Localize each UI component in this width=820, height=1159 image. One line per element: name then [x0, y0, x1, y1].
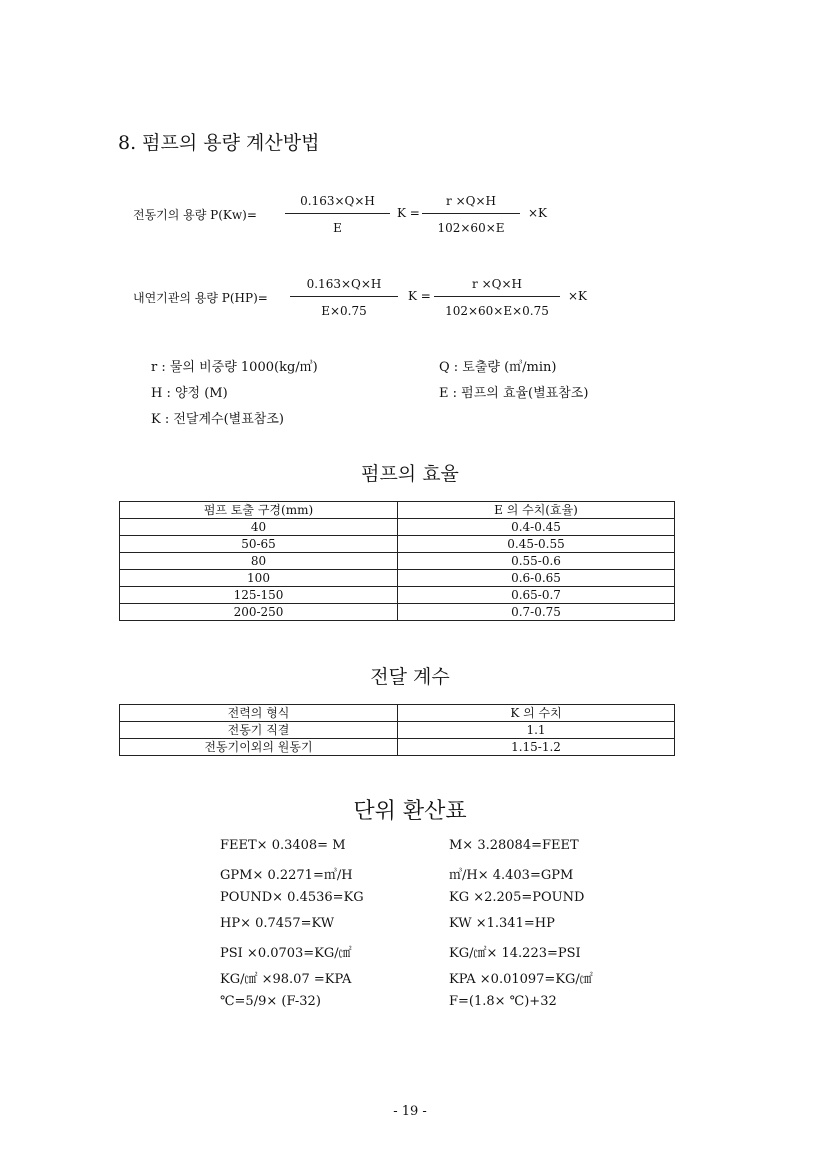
- conversion-item: M× 3.28084=FEET: [449, 838, 579, 853]
- efficiency-table: [119, 501, 675, 621]
- table-cell: 125-150: [120, 587, 398, 604]
- table-row: [120, 570, 675, 587]
- legend-h: H : 양정 (M): [151, 386, 228, 401]
- page-number: - 19 -: [393, 1104, 427, 1119]
- motor-frac2-numerator: r ×Q×H: [446, 194, 496, 208]
- engine-frac1-bar: [290, 296, 398, 297]
- conversion-item: GPM× 0.2271=㎥/H: [220, 868, 353, 883]
- conversion-item: KW ×1.341=HP: [449, 916, 555, 931]
- table-cell: 100: [120, 570, 398, 587]
- table-header-cell: E 의 수치(효율): [398, 502, 675, 519]
- engine-frac1-numerator: 0.163×Q×H: [306, 277, 382, 291]
- table-row: [120, 722, 675, 739]
- conversion-item: PSI ×0.0703=KG/㎠: [220, 946, 352, 961]
- legend-r: r : 물의 비중량 1000(kg/㎥): [151, 360, 318, 375]
- transmission-title: 전달 계수: [370, 666, 450, 688]
- table-cell: 200-250: [120, 604, 398, 621]
- conversion-item: ㎥/H× 4.403=GPM: [449, 868, 574, 883]
- table-row: [120, 604, 675, 621]
- section-title: 8. 펌프의 용량 계산방법: [118, 132, 320, 154]
- conversion-item: ℃=5/9× (F-32): [220, 994, 321, 1009]
- table-cell: 전동기 직결: [120, 722, 398, 739]
- table-cell: 0.4-0.45: [398, 519, 675, 536]
- motor-k-equals: K =: [397, 206, 420, 220]
- legend-q: Q : 토출량 (㎥/min): [439, 360, 557, 375]
- table-cell: 80: [120, 553, 398, 570]
- conversion-item: KG ×2.205=POUND: [449, 890, 585, 905]
- motor-frac1-denominator: E: [333, 221, 342, 235]
- table-header-row: [120, 705, 675, 722]
- motor-times-k: ×K: [528, 206, 548, 220]
- legend-k: K : 전달계수(별표참조): [151, 412, 284, 427]
- conversion-item: F=(1.8× ℃)+32: [449, 994, 557, 1009]
- motor-frac2-bar: [422, 213, 520, 214]
- table-header-cell: K 의 수치: [398, 705, 675, 722]
- engine-frac1-denominator: E×0.75: [321, 304, 367, 318]
- table-cell: 0.55-0.6: [398, 553, 675, 570]
- legend-e: E : 펌프의 효율(별표참조): [439, 386, 589, 401]
- table-header-cell: 펌프 토출 구경(mm): [120, 502, 398, 519]
- table-cell: 0.7-0.75: [398, 604, 675, 621]
- engine-frac2-numerator: r ×Q×H: [472, 277, 522, 291]
- engine-frac2-bar: [434, 296, 560, 297]
- table-row: [120, 519, 675, 536]
- conversion-item: HP× 0.7457=KW: [220, 916, 335, 931]
- table-header-cell: 전력의 형식: [120, 705, 398, 722]
- table-cell: 0.6-0.65: [398, 570, 675, 587]
- motor-frac2-denominator: 102×60×E: [437, 221, 505, 235]
- motor-formula-label: 전동기의 용량 P(Kw)=: [133, 208, 257, 222]
- engine-times-k: ×K: [568, 289, 588, 303]
- engine-k-equals: K =: [408, 289, 431, 303]
- conversion-item: FEET× 0.3408= M: [220, 838, 346, 853]
- conversion-item: POUND× 0.4536=KG: [220, 890, 364, 905]
- table-cell: 0.65-0.7: [398, 587, 675, 604]
- efficiency-title: 펌프의 효율: [361, 463, 459, 485]
- table-cell: 전동기이외의 원동기: [120, 739, 398, 756]
- table-cell: 40: [120, 519, 398, 536]
- table-row: [120, 739, 675, 756]
- table-row: [120, 587, 675, 604]
- table-cell: 50-65: [120, 536, 398, 553]
- conversion-title: 단위 환산표: [353, 799, 467, 824]
- engine-formula-label: 내연기관의 용량 P(HP)=: [133, 291, 268, 305]
- transmission-table: [119, 704, 675, 756]
- motor-frac1-numerator: 0.163×Q×H: [300, 194, 375, 208]
- motor-frac1-bar: [285, 213, 390, 214]
- engine-frac2-denominator: 102×60×E×0.75: [445, 304, 549, 318]
- table-row: [120, 553, 675, 570]
- table-header-row: [120, 502, 675, 519]
- table-cell: 1.1: [398, 722, 675, 739]
- conversion-item: KG/㎠× 14.223=PSI: [449, 946, 581, 961]
- conversion-item: KPA ×0.01097=KG/㎠: [449, 972, 593, 987]
- table-row: [120, 536, 675, 553]
- conversion-item: KG/㎠ ×98.07 =KPA: [220, 972, 352, 987]
- table-cell: 1.15-1.2: [398, 739, 675, 756]
- table-cell: 0.45-0.55: [398, 536, 675, 553]
